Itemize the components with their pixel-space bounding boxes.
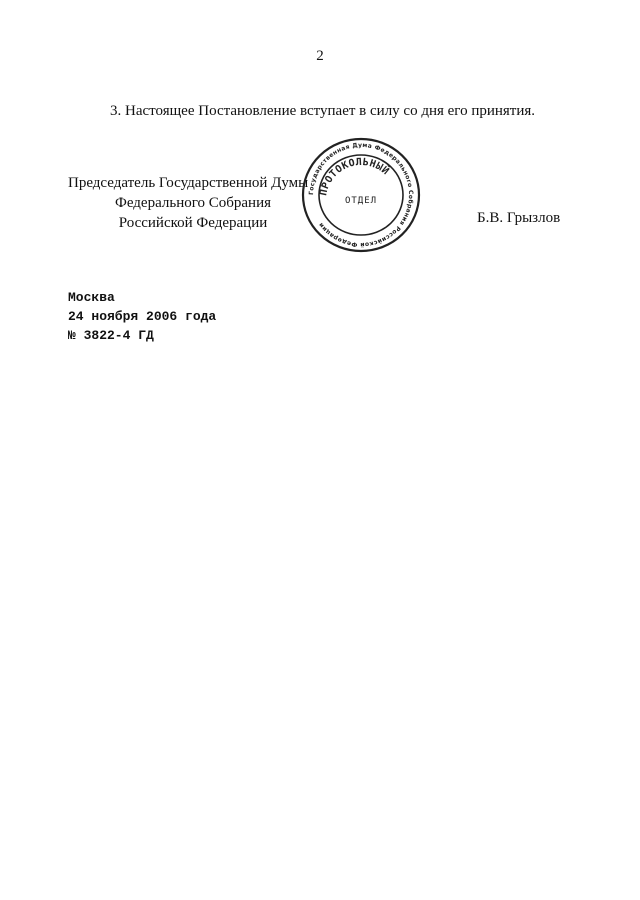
signer-name: Б.В. Грызлов [477, 210, 561, 226]
signer-title-line: Председатель Государственной Думы [68, 175, 309, 191]
footer-number: № 3822-4 ГД [68, 328, 154, 343]
page-number: 2 [316, 48, 324, 64]
document-footer [68, 288, 216, 345]
stamp-ring-text: Государственная Дума Федерального Собрания Российской Федерации [307, 141, 415, 249]
signer-title [68, 173, 318, 233]
stamp-center-text: ОТДЕЛ [344, 196, 378, 206]
footer-date: 24 ноября 2006 года [68, 309, 217, 324]
stamp-arc-text: ПРОТОКОЛЬНЫЙ [318, 156, 391, 197]
resolution-paragraph: 3. Настоящее Постановление вступает в силу со дня его принятия. [110, 103, 536, 119]
signer-title-line: Российской Федерации [118, 215, 268, 231]
official-stamp [300, 136, 422, 254]
signer-title-line: Федерального Собрания [114, 195, 272, 211]
footer-city: Москва [68, 290, 115, 305]
